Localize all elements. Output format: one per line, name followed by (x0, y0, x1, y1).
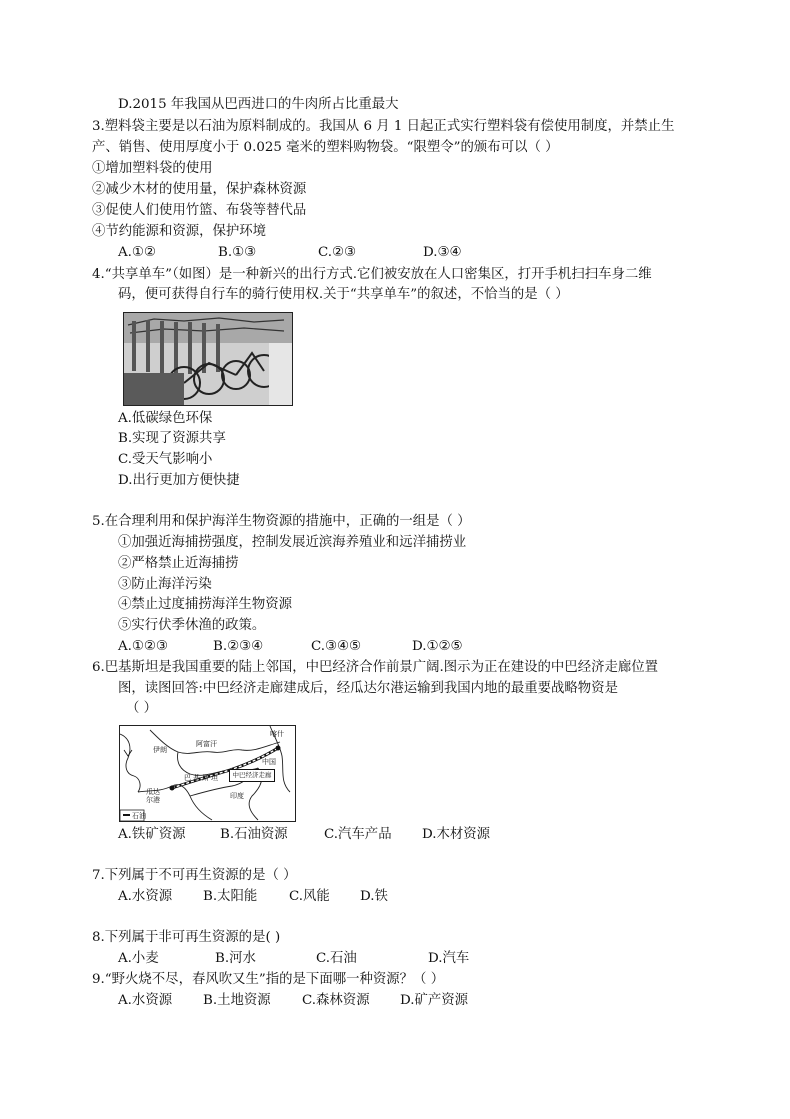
q5-item-2: ②严格禁止近海捕捞 (118, 556, 239, 571)
q5-item-3: ③防止海洋污染 (118, 577, 212, 592)
q4-option-c[interactable]: C.受天气影响小 (118, 452, 213, 467)
map-legend-oil: 石油 (132, 812, 146, 820)
map-label-afghanistan: 阿富汗 (196, 740, 217, 748)
q5-item-4: ④禁止过度捕捞海洋生物资源 (118, 597, 293, 612)
q8-option-d[interactable]: D.汽车 (428, 951, 470, 966)
q7-option-b[interactable]: B.太阳能 (203, 889, 258, 904)
q3-option-a[interactable]: A.①② (118, 245, 156, 260)
q6-option-b[interactable]: B.石油资源 (220, 827, 288, 842)
q5-option-a[interactable]: A.①②③ (118, 639, 168, 654)
q4-option-b[interactable]: B.实现了资源共享 (118, 431, 226, 446)
q4-stem-line1: 4.“共享单车”（如图）是一种新兴的出行方式.它们被安放在人口密集区，打开手机扫扫车身二维 (92, 267, 652, 282)
q4-stem-line2: 码，便可获得自行车的骑行使用权.关于“共享单车”的叙述，不恰当的是（ ） (118, 287, 569, 302)
q9-stem-line1: 9.“野火烧不尽，春风吹又生”指的是下面哪一种资源？（ ） (92, 972, 445, 987)
q7-stem-line1: 7.下列属于不可再生资源的是（ ） (92, 868, 297, 883)
q3-item-2: ②减少木材的使用量，保护森林资源 (92, 182, 307, 197)
q3-option-d[interactable]: D.③④ (423, 245, 462, 260)
q9-option-d[interactable]: D.矿产资源 (400, 993, 469, 1008)
q8-option-a[interactable]: A.小麦 (118, 951, 159, 966)
q2-option-d: D.2015 年我国从巴西进口的牛肉所占比重最大 (118, 97, 399, 112)
q8-option-b[interactable]: B.河水 (215, 951, 256, 966)
q3-item-1: ①增加塑料袋的使用 (92, 161, 213, 176)
q3-stem-line2: 产、销售、使用厚度小于 0.025 毫米的塑料购物袋。“限塑令”的颁布可以（ ） (92, 140, 559, 155)
map-label-corridor: 中巴经济走廊 (229, 769, 275, 782)
map-label-india: 印度 (230, 792, 244, 800)
shared-bikes-photo (123, 312, 293, 406)
map-label-gwadar: 瓜达尔港 (146, 788, 160, 804)
q3-stem-line1: 3.塑料袋主要是以石油为原料制成的。我国从 6 月 1 日起正式实行塑料袋有偿使用制度，并禁止生 (92, 119, 675, 134)
q6-stem-line2: 图，读图回答:中巴经济走廊建成后，经瓜达尔港运输到我国内地的最重要战略物资是 (118, 681, 618, 696)
q6-option-a[interactable]: A.铁矿资源 (118, 827, 186, 842)
map-label-iran: 伊朗 (153, 746, 167, 754)
q3-option-c[interactable]: C.②③ (318, 245, 357, 260)
q4-option-d[interactable]: D.出行更加方便快捷 (118, 473, 240, 488)
q3-item-3: ③促使人们使用竹篮、布袋等替代品 (92, 203, 307, 218)
map-label-kashgar: 喀什 (270, 730, 284, 738)
q5-option-d[interactable]: D.①②⑤ (412, 639, 463, 654)
q4-option-a[interactable]: A.低碳绿色环保 (118, 411, 213, 426)
q5-item-1: ①加强近海捕捞强度，控制发展近滨海养殖业和远洋捕捞业 (118, 535, 467, 550)
q6-stem-line1: 6.巴基斯坦是我国重要的陆上邻国，中巴经济合作前景广阔.图示为正在建设的中巴经济走廊位置 (92, 660, 659, 675)
q7-option-d[interactable]: D.铁 (360, 889, 388, 904)
q3-option-b[interactable]: B.①③ (218, 245, 257, 260)
q9-option-c[interactable]: C.森林资源 (302, 993, 370, 1008)
q7-option-a[interactable]: A.水资源 (118, 889, 173, 904)
q5-option-c[interactable]: C.③④⑤ (311, 639, 362, 654)
q5-item-5: ⑤实行伏季休渔的政策。 (118, 618, 266, 633)
map-label-china: 中国 (262, 758, 276, 766)
q9-option-b[interactable]: B.土地资源 (203, 993, 271, 1008)
q6-option-d[interactable]: D.木材资源 (422, 827, 491, 842)
q5-stem-line1: 5.在合理利用和保护海洋生物资源的措施中，正确的一组是（ ） (92, 514, 471, 529)
q7-option-c[interactable]: C.风能 (289, 889, 330, 904)
q3-item-4: ④节约能源和资源，保护环境 (92, 224, 267, 239)
q5-option-b[interactable]: B.②③④ (213, 639, 264, 654)
q9-option-a[interactable]: A.水资源 (118, 993, 173, 1008)
q8-option-c[interactable]: C.石油 (316, 951, 357, 966)
map-label-pakistan: 巴基斯坦 (184, 774, 220, 782)
q6-stem-line3: （ ） (126, 701, 158, 716)
q6-option-c[interactable]: C.汽车产品 (324, 827, 392, 842)
q8-stem-line1: 8.下列属于非可再生资源的是( ) (92, 930, 281, 945)
